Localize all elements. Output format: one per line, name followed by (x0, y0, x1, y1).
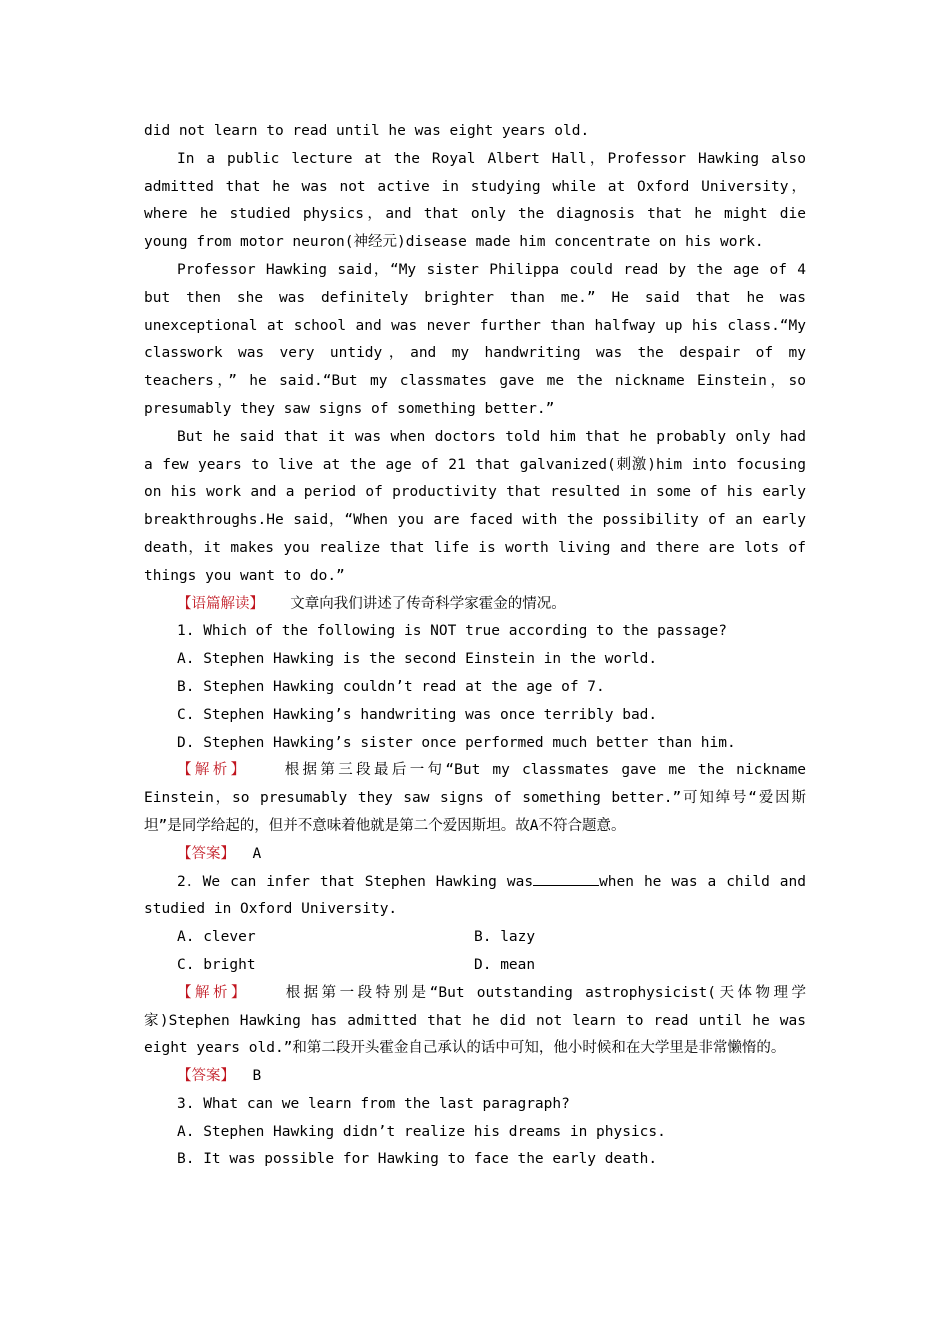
question-1-stem: 1. Which of the following is NOT true according to the passage? (177, 623, 727, 640)
question-1-analysis (144, 757, 806, 840)
interpretation-text: 文章向我们讲述了传奇科学家霍金的情况。 (290, 595, 566, 612)
question-2-answer (177, 1063, 806, 1091)
question-2-option-b: B. lazy (474, 929, 536, 946)
question-3-option-a: A. Stephen Hawking didn’t realize his dreams in physics. (177, 1123, 666, 1140)
answer-label: 【答案】 (177, 1068, 235, 1085)
question-2-stem (144, 869, 806, 925)
analysis-label: 【解析】 (177, 984, 249, 1001)
question-2-option-a: A. clever (177, 929, 256, 946)
question-1-answer (177, 841, 806, 869)
answer-value: B (252, 1068, 262, 1085)
analysis-text: 根据第一段特别是“But outstanding astrophysicist(天体物理学家)Stephen Hawking has admitted that he did not learn to read until he was eight years old.”和第二段开头霍金自己承认的话中可知，他小时候和在大学里是非常懒惰的。 (144, 984, 806, 1057)
question-2-analysis (144, 980, 806, 1063)
question-2-options-row-2 (177, 952, 806, 980)
answer-value: A (252, 845, 262, 862)
analysis-text: 根据第三段最后一句“But my classmates gave me the nickname Einstein，so presumably they saw signs of something better.”可知绰号“爱因斯坦”是同学给起的，但并不意味着他就是第二个爱因斯坦。故A不符合题意。 (144, 762, 806, 834)
answer-blank (533, 871, 599, 886)
question-1-option-c: C. Stephen Hawking’s handwriting was once terribly bad. (177, 706, 658, 723)
passage-interpretation (144, 591, 806, 619)
question-2-option-d: D. mean (474, 956, 536, 973)
passage-paragraph-1: In a public lecture at the Royal Albert Hall，Professor Hawking also admitted that he was not active in studying while at Oxford University，where he studied physics，and that only the diagnosis that he might die young from motor neuron(神经元)disease made him concentrate on his work. (144, 150, 806, 251)
question-2-option-c: C. bright (177, 956, 256, 973)
question-3-stem: 3. What can we learn from the last paragraph? (177, 1095, 570, 1112)
question-2-stem-after: when he was a child and studied in Oxford University. (144, 873, 806, 918)
question-1-option-b: B. Stephen Hawking couldn’t read at the age of 7. (177, 678, 605, 695)
passage-paragraph-2: Professor Hawking said，“My sister Philippa could read by the age of 4 but then she was definitely brighter than me.” He said that he was unexceptional at school and was never further than halfway up his class.“My classwork was very untidy，and my handwriting was the despair of my teachers，” he said.“But my classmates gave me the nickname Einstein，so presumably they saw signs of something better.” (144, 261, 806, 417)
question-3-option-b: B. It was possible for Hawking to face the early death. (177, 1151, 658, 1168)
question-1-option-a: A. Stephen Hawking is the second Einstein in the world. (177, 651, 658, 668)
question-2-options-row-1 (177, 924, 806, 952)
page-content (144, 118, 806, 1174)
question-1-option-d: D. Stephen Hawking’s sister once performed much better than him. (177, 734, 736, 751)
passage-paragraph-0: did not learn to read until he was eight years old. (144, 123, 590, 139)
passage-paragraph-3: But he said that it was when doctors told him that he probably only had a few years to live at the age of 21 that galvanized(刺激)him into focusing on his work and a period of productivity that resulted in some of his early breakthroughs.He said，“When you are faced with the possibility of an early death，it makes you realize that life is worth living and there are lots of things you want to do.” (144, 428, 806, 584)
question-2-stem-before: 2．We can infer that Stephen Hawking was (177, 873, 534, 890)
answer-label: 【答案】 (177, 845, 235, 862)
interpretation-label: 【语篇解读】 (177, 595, 264, 612)
analysis-label: 【解析】 (177, 762, 249, 779)
